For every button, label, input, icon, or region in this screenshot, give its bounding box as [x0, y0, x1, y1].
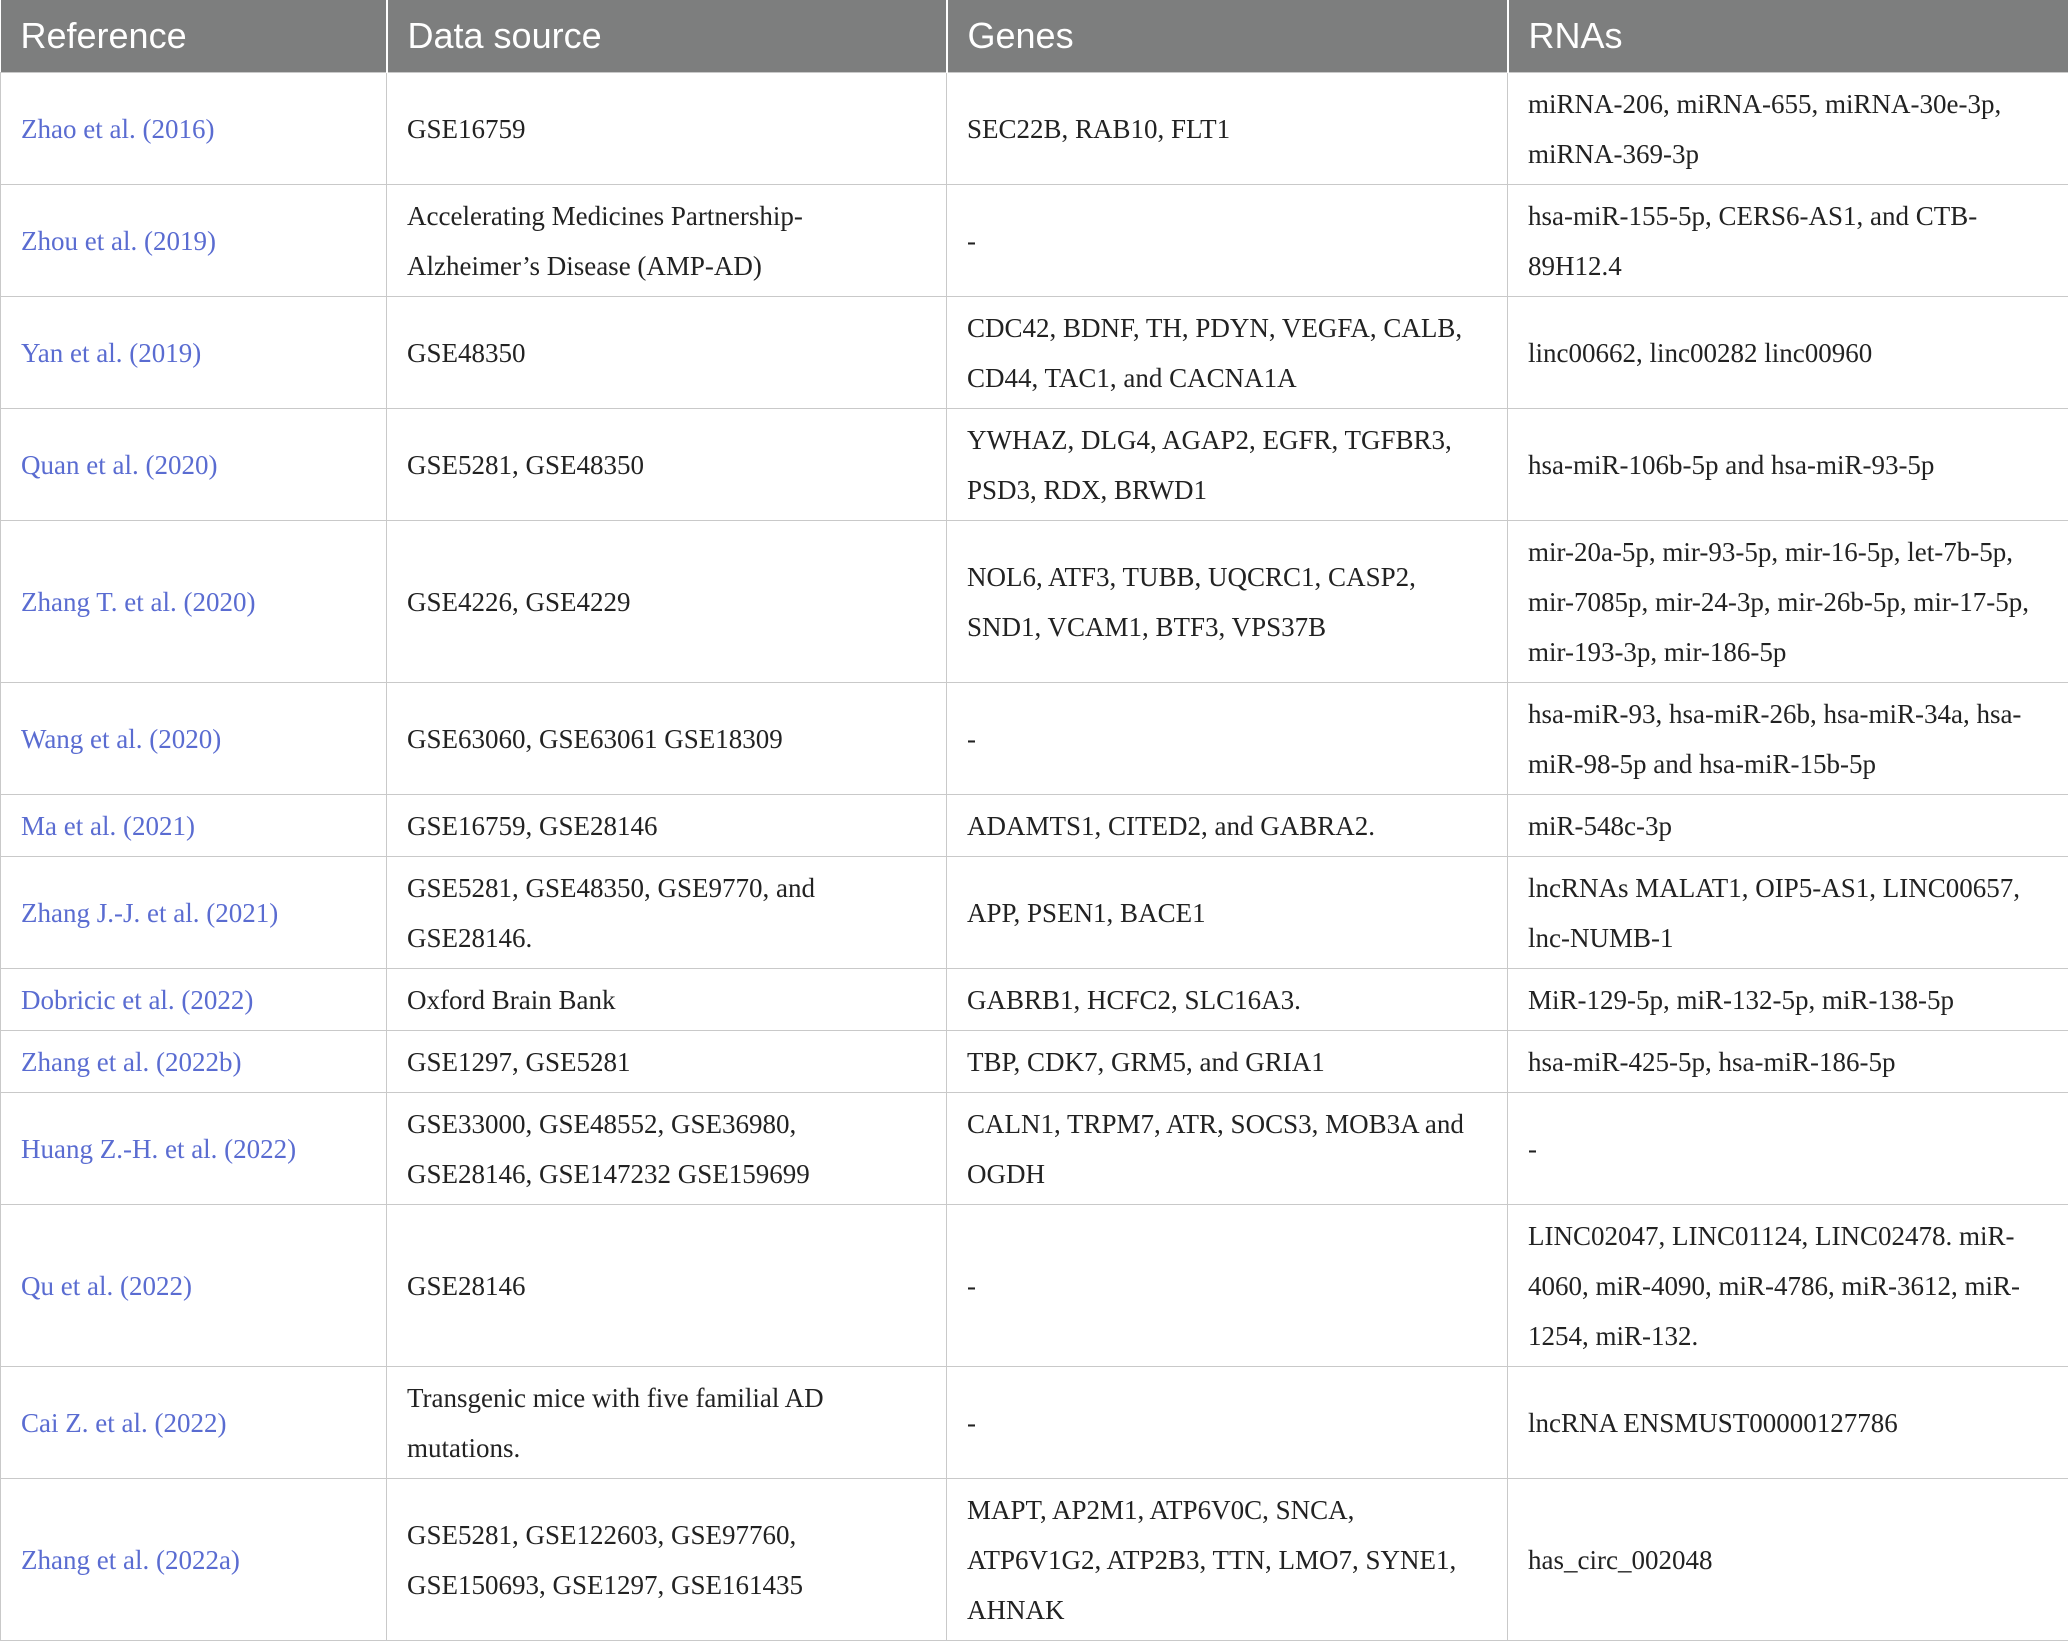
cell-rnas: hsa-miR-93, hsa-miR-26b, hsa-miR-34a, hsa-miR-98-5p and hsa-miR-15b-5p	[1508, 683, 2068, 795]
cell-data-source: GSE16759, GSE28146	[387, 795, 947, 857]
cell-rnas: miR-548c-3p	[1508, 795, 2068, 857]
header-row	[1, 0, 2068, 73]
cell-data-source: GSE1297, GSE5281	[387, 1031, 947, 1093]
table-row	[1, 185, 2068, 297]
cell-data-source: Oxford Brain Bank	[387, 969, 947, 1031]
cell-genes: CALN1, TRPM7, ATR, SOCS3, MOB3A and OGDH	[947, 1093, 1508, 1205]
table-row	[1, 1367, 2068, 1479]
cell-reference-link[interactable]: Qu et al. (2022)	[1, 1205, 387, 1367]
header-rnas: RNAs	[1508, 0, 2068, 73]
table-row	[1, 683, 2068, 795]
cell-rnas: has_circ_002048	[1508, 1479, 2068, 1641]
table-row	[1, 409, 2068, 521]
table-row	[1, 521, 2068, 683]
cell-reference-link[interactable]: Huang Z.-H. et al. (2022)	[1, 1093, 387, 1205]
cell-data-source: GSE5281, GSE48350, GSE9770, and GSE28146.	[387, 857, 947, 969]
cell-genes: -	[947, 683, 1508, 795]
header-reference: Reference	[1, 0, 387, 73]
cell-genes: SEC22B, RAB10, FLT1	[947, 73, 1508, 185]
header-genes: Genes	[947, 0, 1508, 73]
table-row	[1, 1479, 2068, 1641]
cell-rnas: miRNA-206, miRNA-655, miRNA-30e-3p, miRNA-369-3p	[1508, 73, 2068, 185]
cell-genes: NOL6, ATF3, TUBB, UQCRC1, CASP2, SND1, VCAM1, BTF3, VPS37B	[947, 521, 1508, 683]
cell-genes: -	[947, 1367, 1508, 1479]
table-row	[1, 297, 2068, 409]
cell-rnas: hsa-miR-106b-5p and hsa-miR-93-5p	[1508, 409, 2068, 521]
cell-data-source: GSE5281, GSE122603, GSE97760, GSE150693, GSE1297, GSE161435	[387, 1479, 947, 1641]
cell-genes: YWHAZ, DLG4, AGAP2, EGFR, TGFBR3, PSD3, RDX, BRWD1	[947, 409, 1508, 521]
cell-reference-link[interactable]: Zhang et al. (2022a)	[1, 1479, 387, 1641]
cell-rnas: MiR-129-5p, miR-132-5p, miR-138-5p	[1508, 969, 2068, 1031]
cell-genes: -	[947, 185, 1508, 297]
cell-rnas: hsa-miR-425-5p, hsa-miR-186-5p	[1508, 1031, 2068, 1093]
cell-data-source: GSE33000, GSE48552, GSE36980, GSE28146, GSE147232 GSE159699	[387, 1093, 947, 1205]
cell-data-source: GSE4226, GSE4229	[387, 521, 947, 683]
table-row	[1, 1093, 2068, 1205]
table-row	[1, 857, 2068, 969]
cell-reference-link[interactable]: Cai Z. et al. (2022)	[1, 1367, 387, 1479]
cell-data-source: Accelerating Medicines Partnership-Alzheimer’s Disease (AMP-AD)	[387, 185, 947, 297]
cell-reference-link[interactable]: Ma et al. (2021)	[1, 795, 387, 857]
cell-genes: CDC42, BDNF, TH, PDYN, VEGFA, CALB, CD44, TAC1, and CACNA1A	[947, 297, 1508, 409]
cell-genes: GABRB1, HCFC2, SLC16A3.	[947, 969, 1508, 1031]
table-body	[1, 73, 2068, 1641]
cell-reference-link[interactable]: Wang et al. (2020)	[1, 683, 387, 795]
cell-genes: ADAMTS1, CITED2, and GABRA2.	[947, 795, 1508, 857]
cell-rnas: lncRNA ENSMUST00000127786	[1508, 1367, 2068, 1479]
table-row	[1, 1205, 2068, 1367]
table-row	[1, 1031, 2068, 1093]
table-row	[1, 795, 2068, 857]
cell-data-source: Transgenic mice with five familial AD mutations.	[387, 1367, 947, 1479]
cell-rnas: lncRNAs MALAT1, OIP5-AS1, LINC00657, lnc-NUMB-1	[1508, 857, 2068, 969]
cell-data-source: GSE5281, GSE48350	[387, 409, 947, 521]
table-row	[1, 73, 2068, 185]
cell-rnas: -	[1508, 1093, 2068, 1205]
cell-reference-link[interactable]: Zhao et al. (2016)	[1, 73, 387, 185]
cell-rnas: hsa-miR-155-5p, CERS6-AS1, and CTB-89H12.4	[1508, 185, 2068, 297]
table-row	[1, 969, 2068, 1031]
cell-data-source: GSE48350	[387, 297, 947, 409]
cell-genes: MAPT, AP2M1, ATP6V0C, SNCA, ATP6V1G2, ATP2B3, TTN, LMO7, SYNE1, AHNAK	[947, 1479, 1508, 1641]
cell-reference-link[interactable]: Quan et al. (2020)	[1, 409, 387, 521]
cell-rnas: LINC02047, LINC01124, LINC02478. miR-4060, miR-4090, miR-4786, miR-3612, miR-1254, miR-132.	[1508, 1205, 2068, 1367]
cell-reference-link[interactable]: Dobricic et al. (2022)	[1, 969, 387, 1031]
header-data-source: Data source	[387, 0, 947, 73]
cell-genes: APP, PSEN1, BACE1	[947, 857, 1508, 969]
cell-reference-link[interactable]: Zhang T. et al. (2020)	[1, 521, 387, 683]
cell-reference-link[interactable]: Zhang et al. (2022b)	[1, 1031, 387, 1093]
cell-rnas: linc00662, linc00282 linc00960	[1508, 297, 2068, 409]
cell-reference-link[interactable]: Zhang J.-J. et al. (2021)	[1, 857, 387, 969]
cell-rnas: mir-20a-5p, mir-93-5p, mir-16-5p, let-7b-5p, mir-7085p, mir-24-3p, mir-26b-5p, mir-17-5p, mir-193-3p, mir-186-5p	[1508, 521, 2068, 683]
cell-reference-link[interactable]: Yan et al. (2019)	[1, 297, 387, 409]
cell-data-source: GSE63060, GSE63061 GSE18309	[387, 683, 947, 795]
cell-data-source: GSE16759	[387, 73, 947, 185]
cell-reference-link[interactable]: Zhou et al. (2019)	[1, 185, 387, 297]
cell-data-source: GSE28146	[387, 1205, 947, 1367]
cell-genes: TBP, CDK7, GRM5, and GRIA1	[947, 1031, 1508, 1093]
cell-genes: -	[947, 1205, 1508, 1367]
table-header	[1, 0, 2068, 73]
